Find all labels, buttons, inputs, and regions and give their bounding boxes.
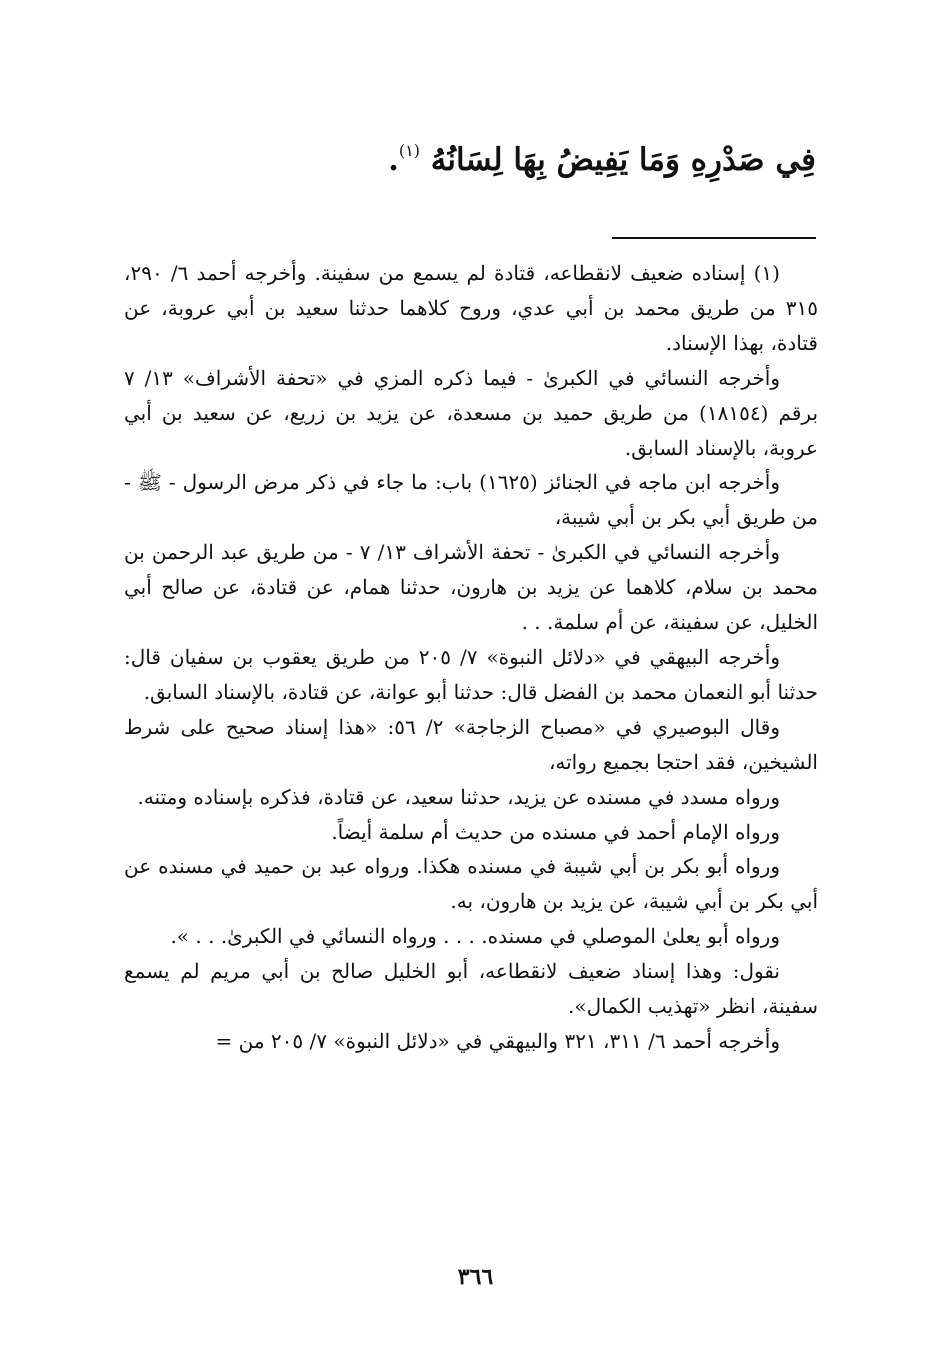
footnote-paragraph: ورواه أبو بكر بن أبي شيبة في مسنده هكذا. ورواه عبد بن حميد في مسنده عن أبي بكر بن أبي شيبة، عن يزيد بن هارون، به.: [124, 854, 818, 914]
main-text-end: .: [388, 142, 399, 178]
footnote-paragraph: ورواه مسدد في مسنده عن يزيد، حدثنا سعيد، عن قتادة، فذكره بإسناده ومتنه.: [137, 784, 780, 809]
footnote-paragraph: وأخرجه النسائي في الكبرىٰ - فيما ذكره المزي في «تحفة الأشراف» ١٣/ ٧ برقم (١٨١٥٤) من طريق حميد بن مسعدة، عن يزيد بن زريع، عن سعيد بن أبي عروبة، بالإسناد السابق.: [124, 365, 819, 460]
footnote-paragraph: وأخرجه أحمد ٦/ ٣١١، ٣٢١ والبيهقي في «دلائل النبوة» ٧/ ٢٠٥ من =: [215, 1028, 780, 1053]
main-text: فِي صَدْرِهِ وَمَا يَفِيضُ بِهَا لِسَانُهُ: [430, 142, 816, 178]
footnote-paragraph: وأخرجه البيهقي في «دلائل النبوة» ٧/ ٢٠٥ من طريق يعقوب بن سفيان قال: حدثنا أبو النعمان محمد بن الفضل قال: حدثنا أبو عوانة، عن قتادة، بالإسناد السابق.: [124, 644, 818, 704]
footnote-paragraph: وأخرجه النسائي في الكبرىٰ - تحفة الأشراف ١٣/ ٧ - من طريق عبد الرحمن بن محمد بن سلام، كلاهما عن يزيد بن هارون، حدثنا همام، عن قتادة، عن صالح أبي الخليل، عن سفينة، عن أم سلمة. . .: [124, 540, 818, 635]
footnote-paragraph: ورواه أبو يعلىٰ الموصلي في مسنده. . . . ورواه النسائي في الكبرىٰ. . . ».: [170, 924, 780, 949]
footnote-paragraph: وقال البوصيري في «مصباح الزجاجة» ٢/ ٥٦: «هذا إسناد صحيح على شرط الشيخين، فقد احتجا بجميع رواته،: [124, 714, 818, 774]
page-number: ٣٦٦: [457, 1264, 494, 1290]
footnote-paragraph: (١) إسناده ضعيف لانقطاعه، قتادة لم يسمع من سفينة. وأخرجه أحمد ٦/ ٢٩٠، ٣١٥ من طريق محمد بن أبي عدي، وروح كلاهما حدثنا سعيد بن أبي عروبة، عن قتادة، بهذا الإسناد.: [124, 261, 818, 355]
footnotes: [124, 256, 818, 1059]
footnote-separator: [612, 237, 816, 239]
footnote-marker: (١): [398, 141, 420, 160]
footnote-paragraph: ورواه الإمام أحمد في مسنده من حديث أم سلمة أيضاً.: [331, 819, 780, 844]
footnote-paragraph: وأخرجه ابن ماجه في الجنائز (١٦٢٥) باب: ما جاء في ذكر مرض الرسول - ﷺ - من طريق أبي بكر بن أبي شيبة،: [124, 470, 818, 530]
main-text-line: [116, 126, 816, 185]
footnote-paragraph: نقول: وهذا إسناد ضعيف لانقطاعه، أبو الخليل صالح بن أبي مريم لم يسمع سفينة، انظر «تهذيب الكمال».: [124, 959, 818, 1019]
